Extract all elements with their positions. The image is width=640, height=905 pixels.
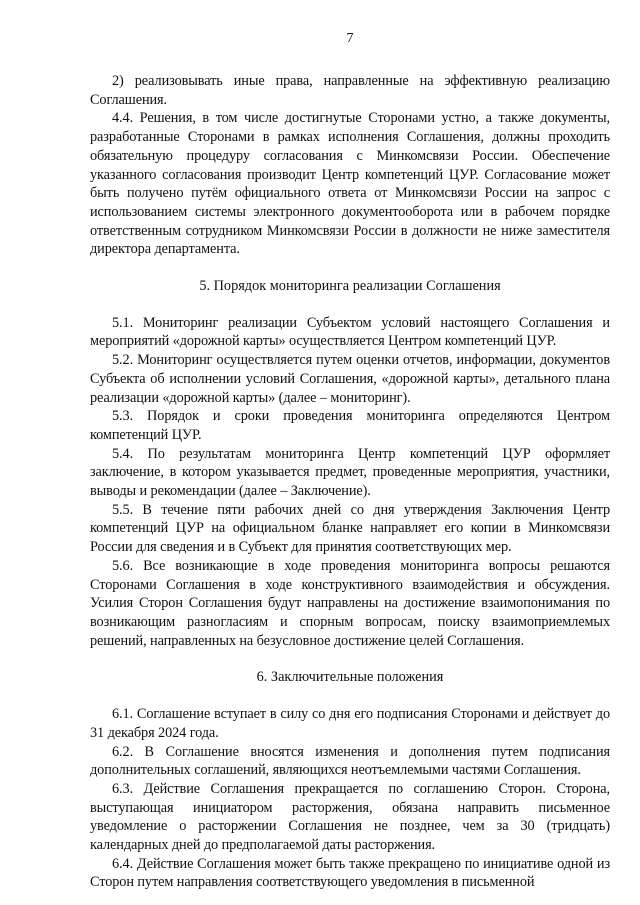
paragraph-6-4: 6.4. Действие Соглашения может быть также прекращено по инициативе одной из Сторон путем направления соответствующего уведомления в письменной — [90, 855, 610, 891]
paragraph-5-2: 5.2. Мониторинг осуществляется путем оценки отчетов, информации, документов Субъекта об исполнении условий Соглашения, «дорожной карты», детального плана реализации «дорожной карты» (далее – мониторинг). — [90, 352, 610, 406]
paragraph-5-4: 5.4. По результатам мониторинга Центр компетенций ЦУР оформляет заключение, в котором указывается предмет, проведенные мероприятия, участники, выводы и рекомендации (далее – Заключение). — [90, 445, 610, 500]
paragraph-6-2: 6.2. В Соглашение вносятся изменения и дополнения путем подписания дополнительных соглашений, являющихся неотъемлемыми частями Соглашения. — [90, 743, 610, 779]
paragraph-6-1: 6.1. Соглашение вступает в силу со дня его подписания Сторонами и действует до 31 декабря 2024 года. — [90, 706, 610, 741]
paragraph-6-3: 6.3. Действие Соглашения прекращается по соглашению Сторон. Сторона, выступающая инициатором расторжения, обязана направить письменное уведомление о расторжении Соглашения не позднее, чем за 30 (тридцать) календарных дней до предполагаемой даты расторжения. — [90, 780, 610, 854]
paragraph-5-3: 5.3. Порядок и сроки проведения мониторинга определяются Центром компетенций ЦУР. — [90, 408, 610, 443]
paragraph-5-6: 5.6. Все возникающие в ходе проведения мониторинга вопросы решаются Сторонами Соглашения в ходе конструктивного взаимодействия и обсуждения. Усилия Сторон Соглашения будут направлены на достижение взаимопонимания по возникающим разногласиям и спорным вопросам, поиску взаимоприемлемых решений, направленных на безусловное достижение целей Соглашения. — [90, 557, 610, 649]
paragraph-5-5: 5.5. В течение пяти рабочих дней со дня утверждения Заключения Центр компетенций ЦУР на официальном бланке направляет его копии в Минкомсвязи России для сведения и в Субъект для принятия соответствующих мер. — [90, 501, 610, 556]
section-5-title: 5. Порядок мониторинга реализации Соглашения — [199, 278, 501, 295]
paragraph-rights: 2) реализовывать иные права, направленные на эффективную реализацию Соглашения. — [90, 73, 610, 108]
document-page — [90, 30, 610, 892]
page-number: 7 — [346, 31, 354, 46]
paragraph-5-1: 5.1. Мониторинг реализации Субъектом условий настоящего Соглашения и мероприятий «дорожной карты» осуществляется Центром компетенций ЦУР. — [90, 314, 610, 350]
paragraph-4-4: 4.4. Решения, в том числе достигнутые Сторонами устно, а также документы, разработанные Сторонами в рамках исполнения Соглашения, должны проходить обязательную процедуру согласования с Минкомсвязи России. Обеспечение указанного согласования производит Центр компетенций ЦУР. Согласование может быть получено путём официального ответа от Минкомсвязи России на запрос с использованием системы электронного документооборота или в рабочем порядке ответственным сотрудником Минкомсвязи России в должности не ниже заместителя директора департамента. — [90, 110, 610, 258]
section-6-title: 6. Заключительные положения — [256, 669, 444, 686]
